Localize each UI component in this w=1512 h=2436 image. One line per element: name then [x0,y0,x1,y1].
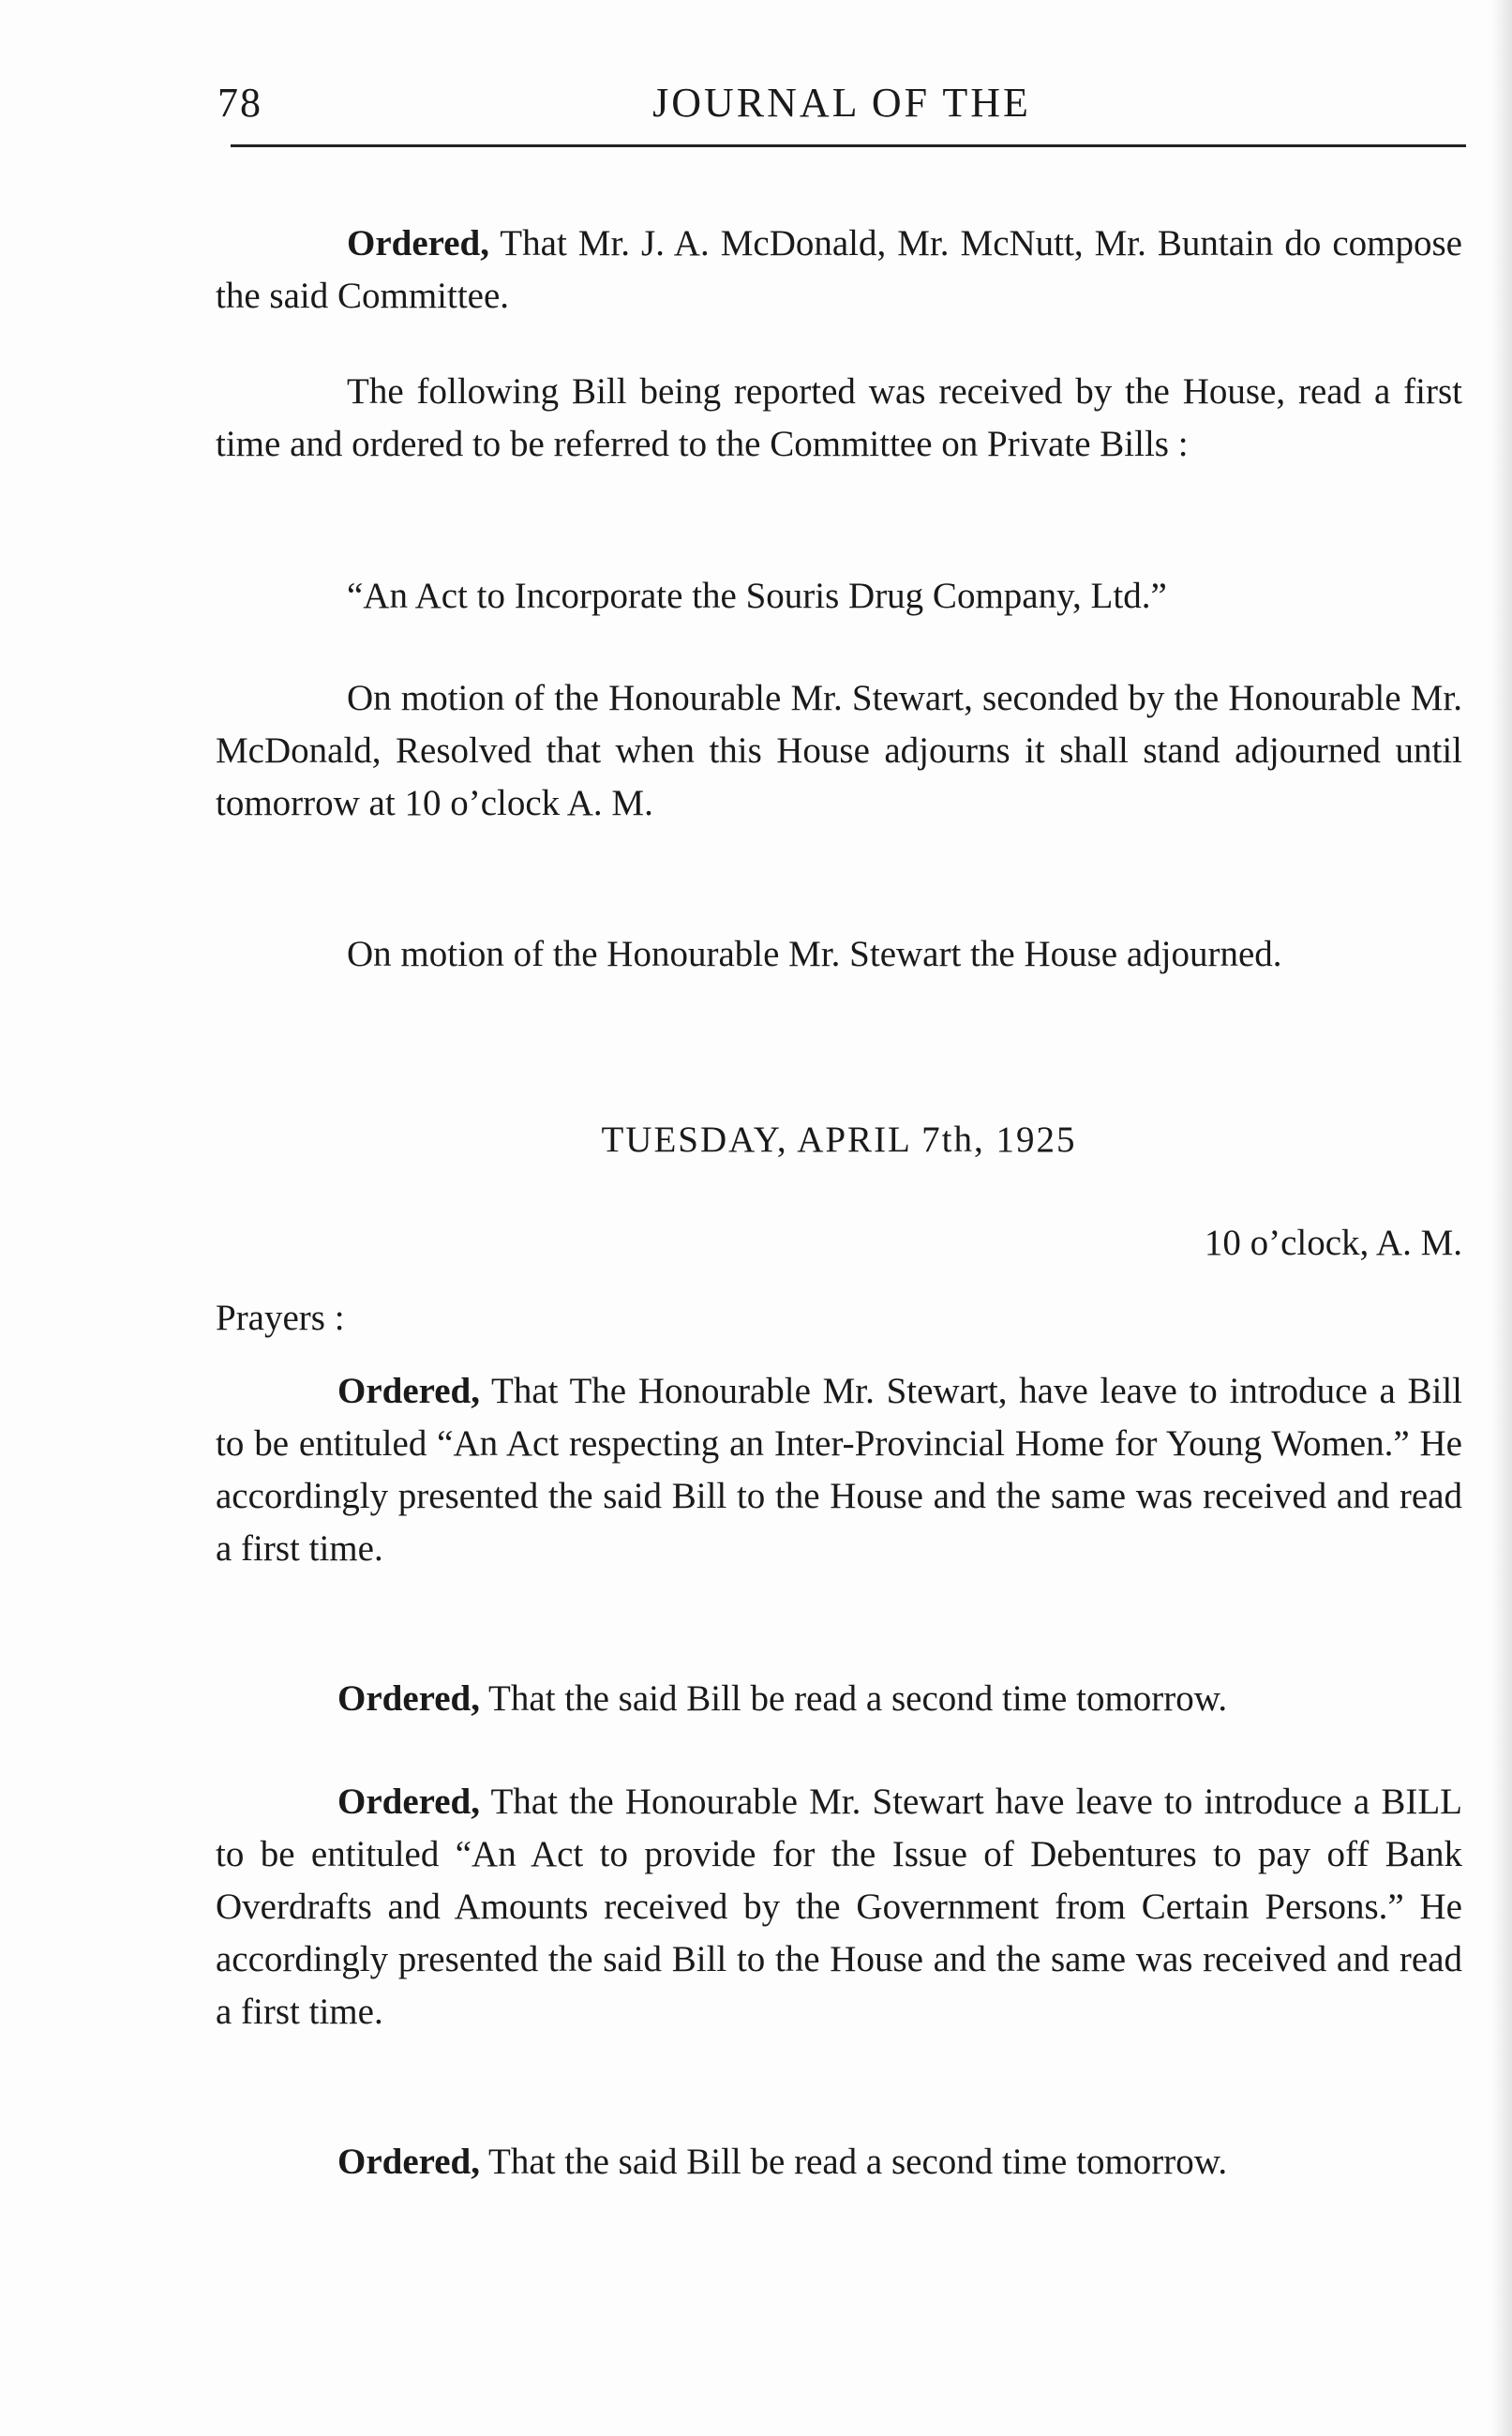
paragraph-text: On motion of the Honourable Mr. Stewart, seconded by the Honourable Mr. McDonald, Resolved that when this House adjourns it shall stand adjourned until tomorrow at 10 o’clock A. M. [216,678,1462,823]
date-heading: TUESDAY, APRIL 7th, 1925 [601,1120,1077,1160]
paragraph-second-reading-1 [216,1673,1462,1725]
paragraph-text: The following Bill being reported was received by the House, read a first time and ordered to be referred to the Committee on Private Bills : [216,371,1462,464]
paragraph-house-adjourned [216,928,1462,981]
paragraph-text: That the said Bill be read a second time tomorrow. [480,2142,1228,2182]
paragraph-committee [216,218,1462,323]
paragraph-text: That The Honourable Mr. Stewart, have leave to introduce a Bill to be entituled “An Act respecting an Inter-Provincial Home for Young Women.” He accordingly presented the said Bill to the House and the same was received and read a first time. [216,1371,1462,1569]
prayers-label: Prayers : [216,1298,345,1338]
paragraph-bill-debentures [216,1776,1462,2038]
header-rule [231,144,1466,147]
ordered-lead: Ordered, [337,1371,481,1411]
page-edge-shadow [1491,0,1512,2436]
ordered-lead: Ordered, [337,1782,481,1822]
paragraph-bill-home-young-women [216,1365,1462,1575]
paragraph-act-title [216,570,1462,623]
paragraph-text: That the said Bill be read a second time tomorrow. [480,1678,1228,1719]
paragraph-text: That the Honourable Mr. Stewart have leave to introduce a BILL to be entituled “An Act to provide for the Issue of Debentures to pay off Bank Overdrafts and Amounts received by the Government from Certain Persons.” He accordingly presented the said Bill to the House and the same was received and read a first time. [216,1782,1462,2032]
paragraph-text: That Mr. J. A. McDonald, Mr. McNutt, Mr. Buntain do compose the said Committee. [216,223,1462,316]
running-head: JOURNAL OF THE [652,80,1031,126]
ordered-lead: Ordered, [347,223,490,263]
session-time: 10 o’clock, A. M. [1204,1223,1462,1263]
ordered-lead: Ordered, [337,2142,481,2182]
page-number: 78 [217,80,262,126]
ordered-lead: Ordered, [337,1678,481,1719]
paragraph-motion-adjourn [216,672,1462,830]
page-header [217,73,1466,129]
paragraph-text: On motion of the Honourable Mr. Stewart the House adjourned. [347,934,1282,974]
paragraph-second-reading-2 [216,2136,1462,2188]
paragraph-text: “An Act to Incorporate the Souris Drug Company, Ltd.” [347,576,1167,616]
paragraph-bill-reported [216,366,1462,471]
